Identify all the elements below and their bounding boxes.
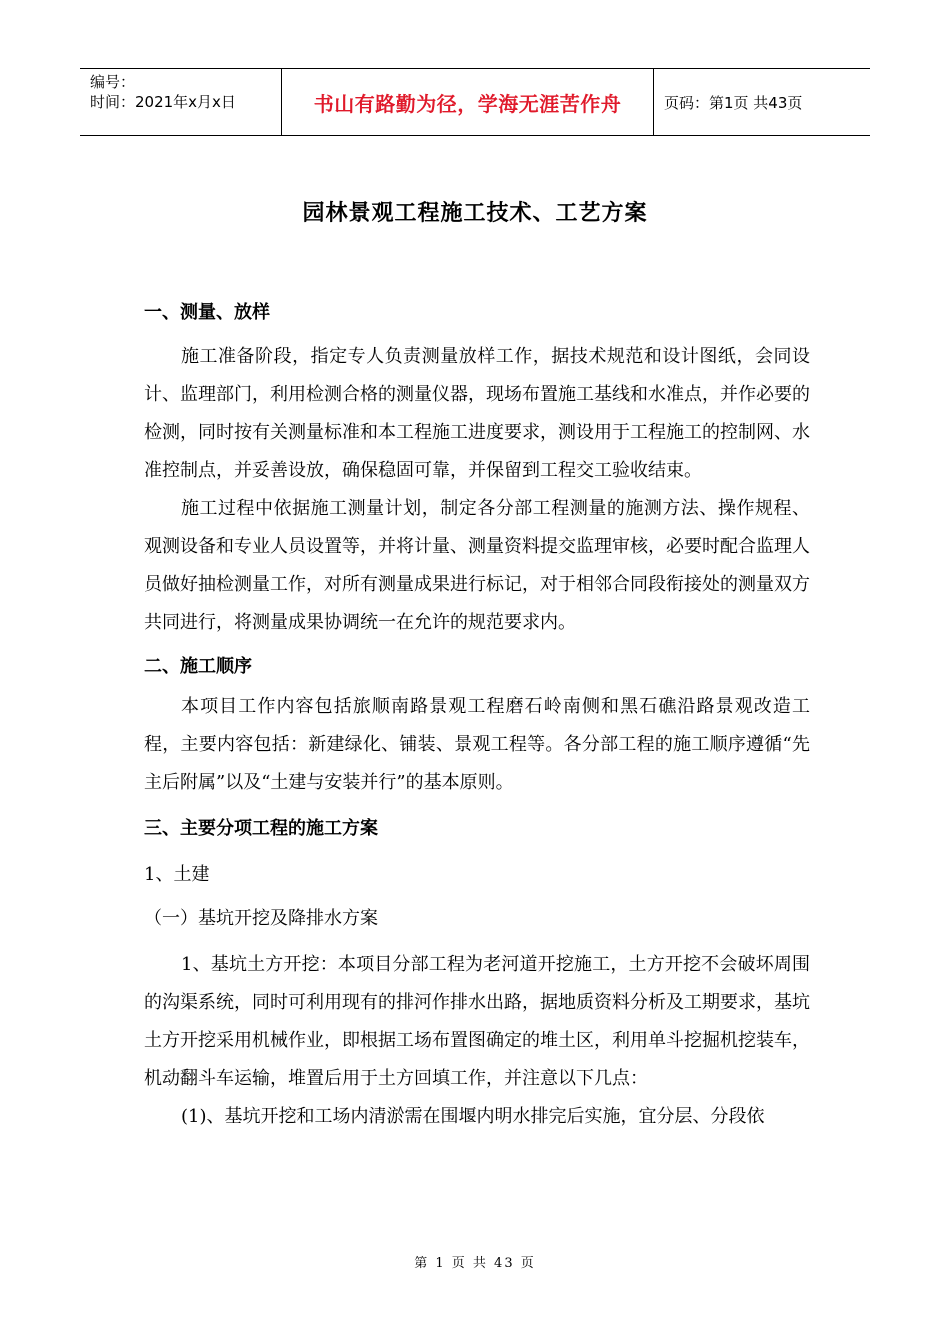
page-info-text: 页码：第1页 共43页 (664, 93, 803, 112)
section-heading-sequence: 二、施工顺序 (144, 656, 252, 677)
section-heading-plan: 三、主要分项工程的施工方案 (144, 818, 378, 839)
motto-text: 书山有路勤为径，学海无涯苦作舟 (313, 91, 622, 116)
paragraph: 施工准备阶段，指定专人负责测量放样工作，据技术规范和设计图纸，会同设计、监理部门，利用检测合格的测量仪器，现场布置施工基线和水准点，并作必要的检测，同时按有关测量标准和本工程施工进度要求，测设用于工程施工的控制网、水准控制点，并妥善设放，确保稳固可靠，并保留到工程交工验收结束。 (144, 346, 810, 481)
subheading-civil: 1、土建 (144, 864, 210, 885)
subheading-excavation: （一）基坑开挖及降排水方案 (144, 908, 378, 929)
section-heading-survey: 一、测量、放样 (144, 302, 270, 323)
document-body (144, 296, 810, 1136)
number-label: 编号： (90, 73, 136, 91)
paragraph: 1、基坑土方开挖：本项目分部工程为老河道开挖施工，土方开挖不会破坏周围的沟渠系统，同时可利用现有的排河作排水出路，据地质资料分析及工期要求，基坑土方开挖采用机械作业，即根据工场布置图确定的堆土区，利用单斗挖掘机挖装车，机动翻斗车运输，堆置后用于土方回填工作，并注意以下几点： (144, 954, 810, 1089)
paragraph: (1)、基坑开挖和工场内清淤需在围堰内明水排完后实施，宜分层、分段依 (181, 1106, 765, 1127)
header-meta-cell (80, 69, 282, 135)
document-title: 园林景观工程施工技术、工艺方案 (302, 200, 648, 226)
page-info-cell (654, 69, 870, 135)
paragraph: 施工过程中依据施工测量计划，制定各分部工程测量的施测方法、操作规程、观测设备和专业人员设置等，并将计量、测量资料提交监理审核，必要时配合监理人员做好抽检测量工作，对所有测量成果进行标记，对于相邻合同段衔接处的测量双方共同进行，将测量成果协调统一在允许的规范要求内。 (144, 498, 810, 633)
time-label: 时间：2021年x月x日 (90, 93, 236, 111)
paragraph: 本项目工作内容包括旅顺南路景观工程磨石岭南侧和黑石礁沿路景观改造工程，主要内容包括：新建绿化、铺装、景观工程等。各分部工程的施工顺序遵循“先主后附属”以及“土建与安装并行”的基本原则。 (144, 696, 810, 793)
page-footer: 第 1 页 共 43 页 (414, 1256, 536, 1271)
motto-cell (282, 69, 654, 135)
header-table (80, 68, 870, 136)
